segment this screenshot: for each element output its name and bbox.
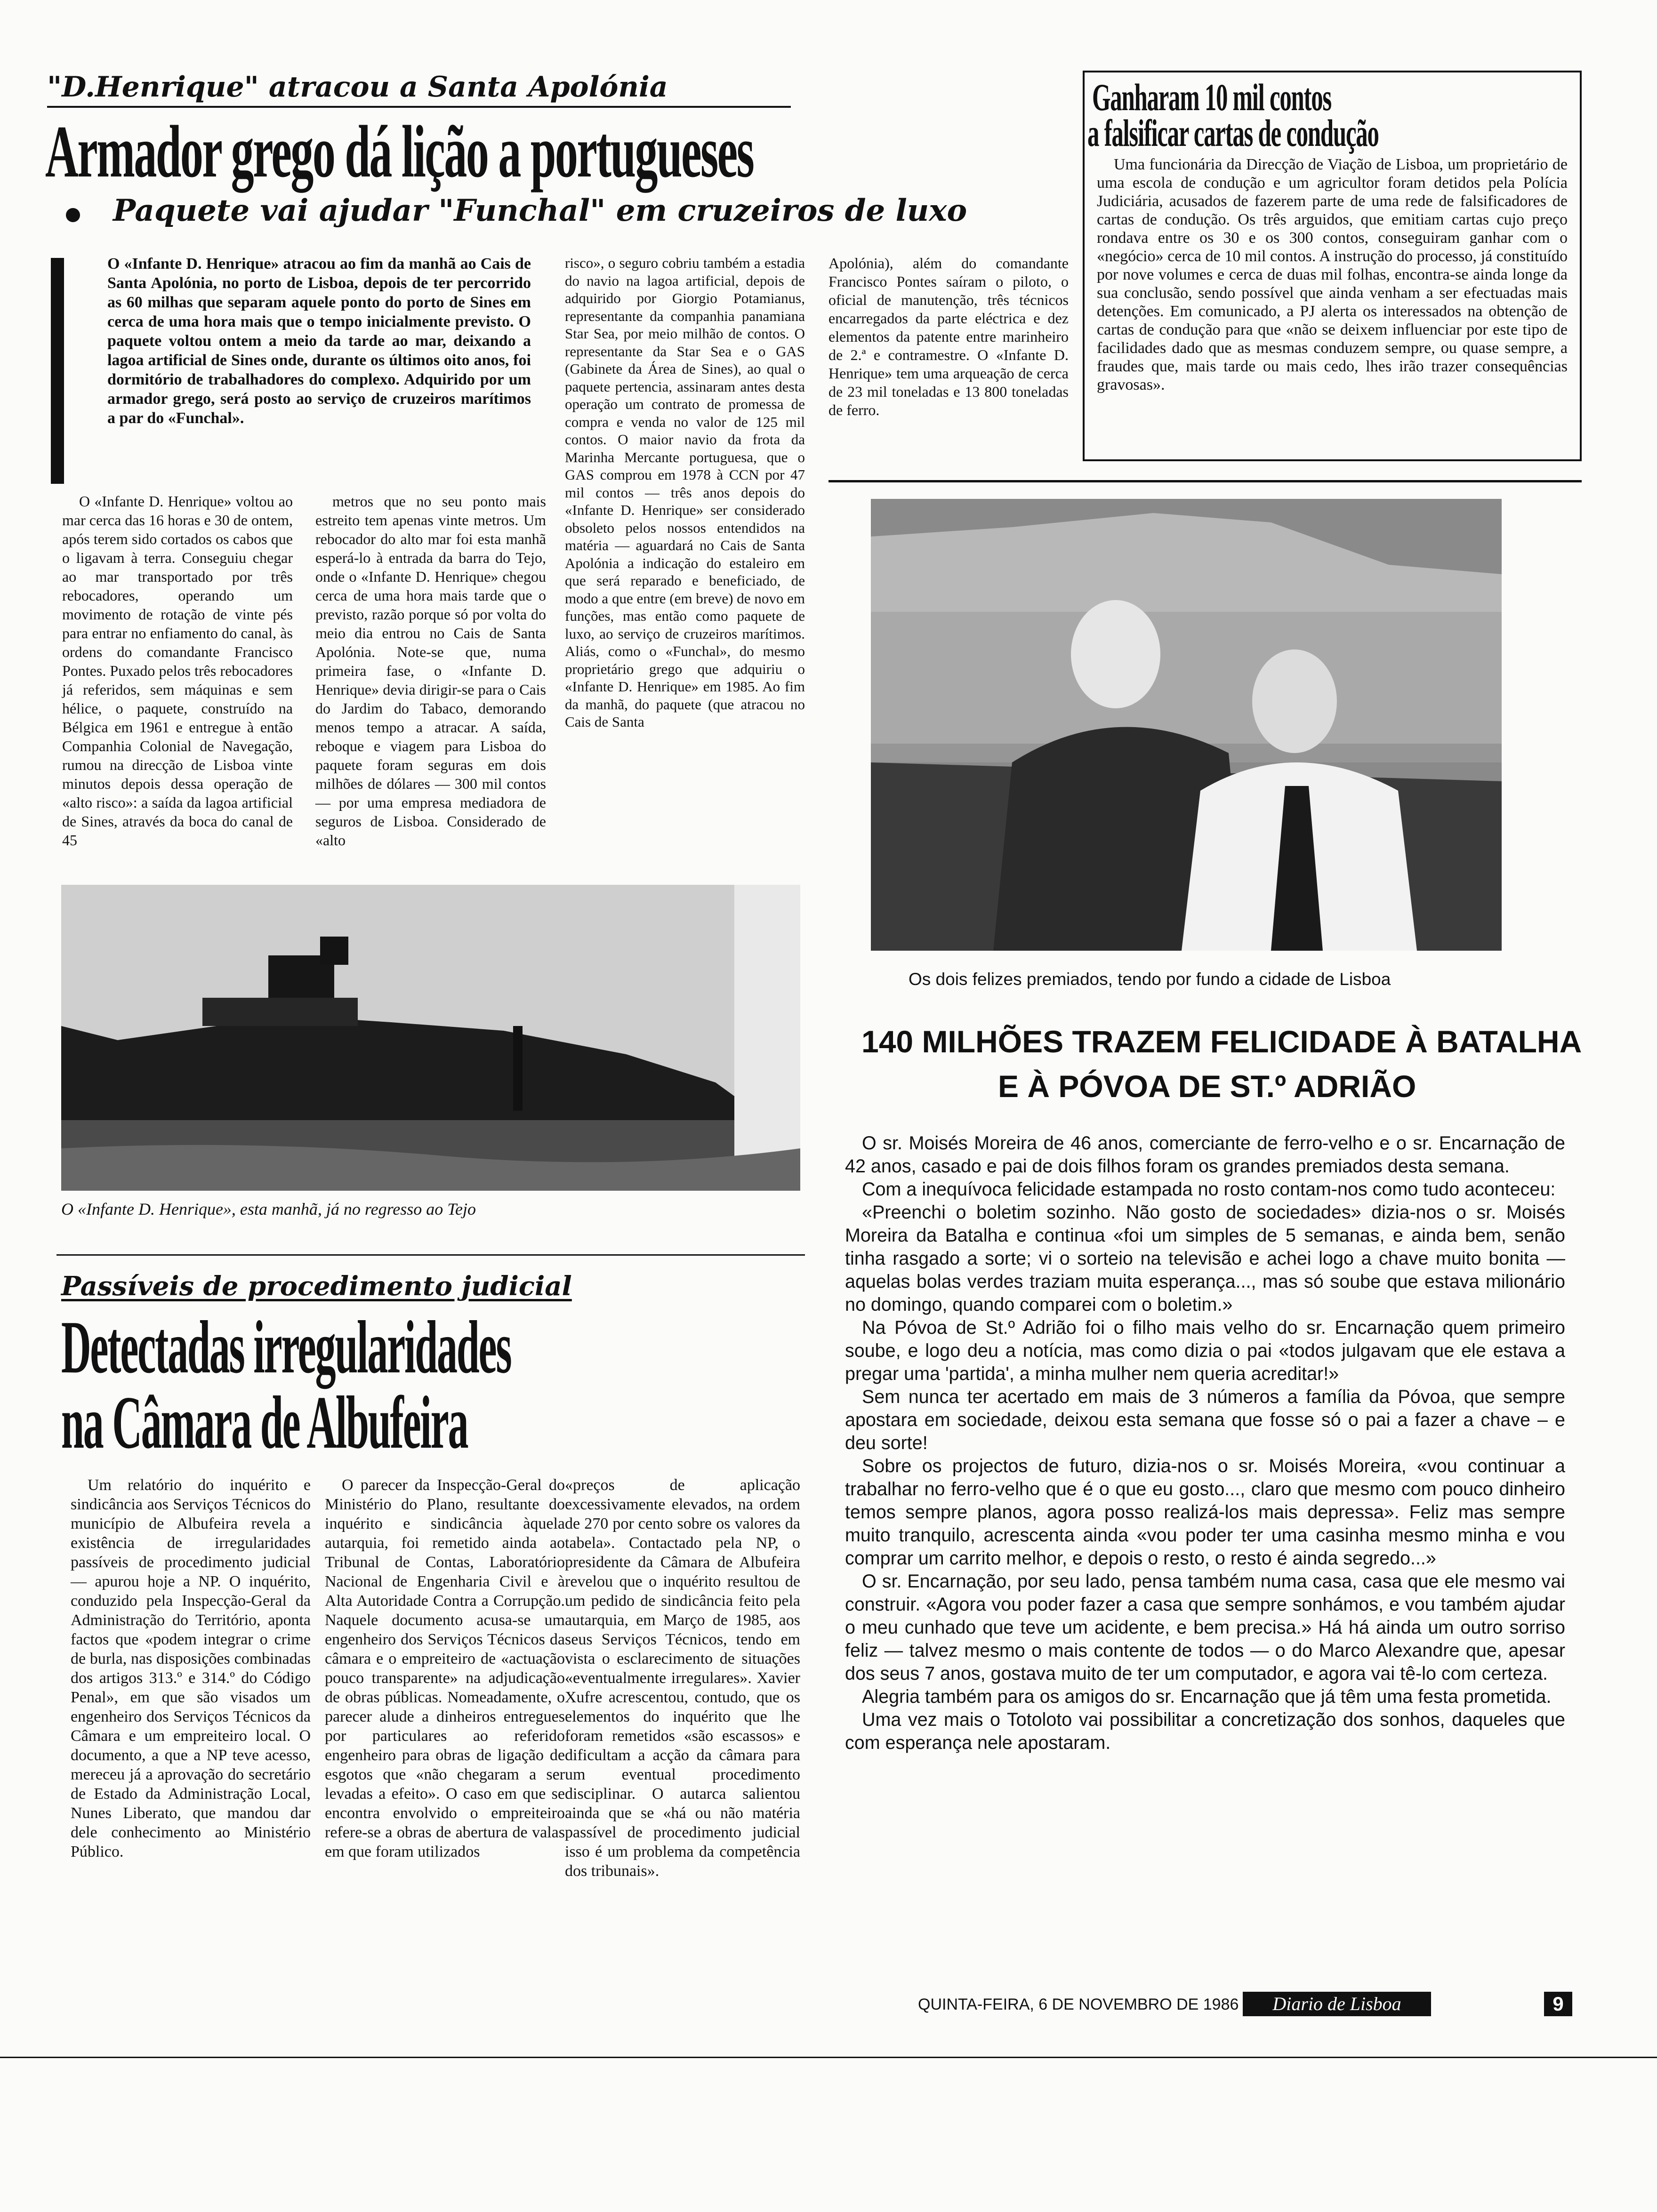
lottery-top-rule (828, 480, 1582, 482)
lottery-p7: O sr. Encarnação, por seu lado, pensa também numa casa, casa que ele mesmo vai construir. «Agora vou poder fazer a casa que sempre sonhámos, e vou também ajudar o meu cunhado que teve um acidente, e bem precisa.» Há há ainda um outro sorriso feliz — talvez mesmo o mais contente de todos — o do Marco Alexandre que, apesar dos seus 7 anos, gostava muito de ter um computador, e agora vai tê-lo com certeza. (845, 1571, 1565, 1684)
albufeira-top-rule (56, 1254, 805, 1256)
lottery-body (845, 1132, 1565, 1755)
albufeira-kicker: Passíveis de procedimento judicial (61, 1271, 572, 1302)
lottery-p6: Sobre os projectos de futuro, dizia-nos o sr. Moisés Moreira, «vou continuar a trabalhar no ferro-velho que é o que eu gosto..., claro que mesmo com pouco dinheiro temos sempre planos, agora posso realizá-los mais depressa». Feliz mas sempre muito tranquilo, acrescenta ainda «vou poder ter uma casinha mesmo minha e vou comprar um carrito melhor, e depois o resto, o resto é ainda segredo...» (845, 1456, 1565, 1569)
ship-lead (107, 254, 531, 428)
lead-bar (51, 258, 64, 484)
fraud-headline-2: a falsificar cartas de condução (1087, 112, 1379, 154)
winners-photo (871, 499, 1502, 951)
ship-photo-image (61, 885, 800, 1191)
ship-col-3-text: risco», o seguro cobriu também a estadia do navio na lagoa artificial, depois de adquirido por Giorgio Potamianus, representante da companhia panamiana Star Sea, por meio milhão de contos. O representante da Star Sea e o GAS (Gabinete da Área de Sines), ao qual o paquete pertencia, assinaram antes desta operação um contrato de promessa de compra e venda no valor de 125 mil contos. O maior navio da frota da Marinha Mercante portuguesa, que o GAS comprou em 1978 à CCN por 47 mil contos — três anos depois do «Infante D. Henrique» ser considerado obsoleto pelos nossos entendidos na matéria — aguardará no Cais de Santa Apolónia a indicação do estaleiro em que será reparado e beneficiado, de modo a que entre (em breve) de novo em funções, mas então como paquete de luxo, ao serviço de cruzeiros marítimos. Aliás, como o «Funchal», do mesmo proprietário grego que adquiriu o «Infante D. Henrique» em 1985. Ao fim da manhã, do paquete (que atracou no Cais de Santa (565, 255, 805, 730)
ship-photo-caption: O «Infante D. Henrique», esta manhã, já no regresso ao Tejo (61, 1200, 476, 1218)
lottery-p1: O sr. Moisés Moreira de 46 anos, comerciante de ferro-velho e o sr. Encarnação de 42 anos, casado e pai de dois filhos foram os grandes premiados desta semana. (845, 1133, 1565, 1177)
subhead-bullet-icon (66, 208, 80, 222)
footer-page-number (1544, 1992, 1572, 2016)
ship-col-1-text: O «Infante D. Henrique» voltou ao mar cerca das 16 horas e 30 de ontem, após terem sido cortados os cabos que o ligavam à terra. Conseguiu chegar ao mar transportado por três rebocadores, operando um movimento de rotação de vinte pés para entrar no enfiamento do canal, às ordens do comandante Francisco Pontes. Puxado pelos três rebocadores já referidos, sem máquinas e sem hélice, o paquete, construído na Bélgica em 1961 e entregue à então Companhia Colonial de Navegação, rumou na direcção de Lisboa vinte minutos depois dessa operação de «alto risco»: a saída da lagoa artificial de Sines, através da boca do canal de 45 (62, 493, 293, 849)
lottery-p3: «Preenchi o boletim sozinho. Não gosto de sociedades» dizia-nos o sr. Moisés Moreira da Batalha e continua «foi um simples de 5 semanas, e ainda bem, senão tinha rasgado a sorte; vi o sorteio na televisão e achei logo a chave muito bonita — aquelas bolas verdes traziam muita esperança..., mas só soube que estava milionário no domingo, quando comparei com o boletim.» (845, 1202, 1565, 1315)
lottery-p4: Na Póvoa de St.º Adrião foi o filho mais velho do sr. Encarnação quem primeiro soube, e logo deu a notícia, mas como dizia o pai «todos julgavam que ele estava a pregar uma 'partida', a minha mulher nem queria acreditar!» (845, 1317, 1565, 1384)
lottery-headline-1: 140 MILHÕES TRAZEM FELICIDADE À BATALHA (861, 1024, 1582, 1059)
footer-rule (0, 2057, 1657, 2058)
footer-page-number-text: 9 (1552, 1993, 1564, 2015)
albufeira-headline-2: na Câmara de Albufeira (61, 1380, 468, 1464)
ship-col-2 (315, 492, 546, 850)
lottery-p5: Sem nunca ter acertado em mais de 3 números a família da Póvoa, que sempre apostara em sociedade, deixou esta semana que fosse só o pai a fazer a chave – e deu sorte! (845, 1387, 1565, 1453)
ship-lead-text: O «Infante D. Henrique» atracou ao fim da manhã ao Cais de Santa Apolónia, no porto de Lisboa, depois de ter percorrido as 60 milhas que separam aquele ponto do porto de Sines em cerca de uma hora mais que o tempo inicialmente previsto. O paquete voltou ontem a meio da tarde ao mar, deixando a lagoa artificial de Sines onde, durante os últimos oito anos, foi dormitório de trabalhadores do complexo. Adquirido por um armador grego, será posto ao serviço de cruzeiros marítimos a par do «Funchal». (107, 255, 531, 427)
winners-photo-image (871, 499, 1502, 951)
lottery-p9: Uma vez mais o Totoloto vai possibilitar a concretização dos sonhos, daqueles que com esperança nele apostaram. (845, 1709, 1565, 1753)
albufeira-col-1 (71, 1475, 311, 1861)
ship-col-2-text: metros que no seu ponto mais estreito tem apenas vinte metros. Um rebocador do alto mar foi esta manhã esperá-lo à entrada da barra do Tejo, onde o «Infante D. Henrique» chegou cerca de uma hora mais tarde que o previsto, razão porque só por volta do meio dia entrou no Cais de Santa Apolónia. Note-se que, numa primeira fase, o «Infante D. Henrique» devia dirigir-se para o Cais do Jardim do Tabaco, demorando menos tempo a atracar. A saída, reboque e viagem para Lisboa do paquete foram seguras em dois milhões de dólares — 300 mil contos — por uma empresa mediadora de seguros de Lisboa. Considerado de «alto (315, 493, 546, 849)
albufeira-col-2 (325, 1475, 565, 1861)
albufeira-col-3 (565, 1475, 800, 1881)
footer-masthead (1243, 1992, 1431, 2016)
footer-date: QUINTA-FEIRA, 6 DE NOVEMBRO DE 1986 (918, 1996, 1239, 2013)
ship-headline: Armador grego dá lição a portugueses (45, 111, 754, 193)
ship-col-4 (828, 254, 1069, 419)
kicker-rule (47, 106, 791, 108)
winners-photo-caption: Os dois felizes premiados, tendo por fundo a cidade de Lisboa (909, 970, 1391, 989)
lottery-p2: Com a inequívoca felicidade estampada no rosto contam-nos como tudo aconteceu: (862, 1179, 1556, 1200)
footer-masthead-text: Diario de Lisboa (1272, 1993, 1401, 2014)
lottery-headline-2: E À PÓVOA DE ST.º ADRIÃO (998, 1069, 1416, 1104)
albufeira-col-2-text: O parecer da Inspecção-Geral do Ministério do Plano, resultante do inquérito e sindicância àquela autarquia, foi remetido ainda ao Tribunal de Contas, Laboratório Nacional de Engenharia Civil e à Alta Autoridade Contra a Corrupção. Naquele documento acusa-se um engenheiro dos Serviços Técnicos da câmara e o empreiteiro de «actuação pouco transparente» na adjudicação de obras públicas. Nomeadamente, o parecer alude a dinheiros entregues por particulares ao referido engenheiro para obras de ligação de esgotos que «não chegaram a ser levadas a efeito». O caso em que se encontra envolvido o empreiteiro refere-se a obras de abertura de valas em que foram utilizados (325, 1476, 565, 1860)
ship-subhead: Paquete vai ajudar "Funchal" em cruzeiros de luxo (113, 193, 967, 228)
albufeira-headline-1: Detectadas irregularidades (61, 1305, 511, 1389)
fraud-body-text: Uma funcionária da Direcção de Viação de Lisboa, um proprietário de uma escola de condução e um agricultor foram detidos pela Polícia Judiciária, acusados de fazerem parte de uma rede de falsificadores de cartas de condução. Os três arguidos, que emitiam cartas cujo preço rondava entre os 30 e os 300 contos, conseguiram ganhar com o «negócio» cerca de 10 mil contos. A instrução do processo, já constituído por nove volumes e cerca de duas mil folhas, encontra-se ainda longe da sua conclusão, sendo possível que ainda venham a ser efectuadas mais detenções. Em comunicado, a PJ alerta os interessados na obtenção de cartas de condução para que «não se deixem influenciar por este tipo de facilidades dado que as mesmas conduzem sempre, ou quase sempre, a fraudes que, mais tarde ou mais cedo, lhes irão trazer consequências gravosas». (1097, 156, 1568, 393)
ship-col-4-text: Apolónia), além do comandante Francisco Pontes saíram o piloto, o oficial de manutenção, três técnicos encarregados da parte eléctrica e dez elementos da patente entre marinheiro de 2.ª e contramestre. O «Infante D. Henrique» tem uma arqueação de cerca de 23 mil toneladas e 13 800 toneladas de ferro. (828, 255, 1069, 418)
fraud-headline-1: Ganharam 10 mil contos (1092, 76, 1331, 119)
ship-kicker: "D.Henrique" atracou a Santa Apolónia (47, 71, 668, 104)
ship-col-3 (565, 254, 805, 731)
albufeira-col-1-text: Um relatório do inquérito e sindicância aos Serviços Técnicos do município de Albufeira revela a existência de irregularidades passíveis de procedimento judicial — apurou hoje a NP. O inquérito, conduzido pela Inspecção-Geral da Administração do Território, aponta factos que «podem integrar o crime de burla, nas disposições combinadas dos artigos 313.º e 314.º do Código Penal», em que são visados um engenheiro dos Serviços Técnicos da Câmara e um empreiteiro local. O documento, a que a NP teve acesso, mereceu já a aprovação do secretário de Estado da Administração Local, Nunes Liberato, que mandou dar dele conhecimento ao Ministério Público. (71, 1476, 311, 1860)
ship-col-1 (62, 492, 293, 850)
ship-photo (61, 885, 800, 1191)
fraud-body (1097, 155, 1568, 394)
albufeira-col-3-text: «preços de aplicação excessivamente elevados, na ordem de 270 por cento sobre os valores da tabela». Contactado pela NP, o presidente da Câmara de Albufeira revelou que o inquérito resultou de um pedido de sindicância feito pela autarquia, em Março de 1985, aos seus Serviços Técnicos, tendo em vista o esclarecimento de situações «eventualmente irregulares». Xavier Xufre acrescentou, contudo, que os elementos do inquérito que lhe foram remetidos «são escassos» e dificultam a acção da câmara para um eventual procedimento disciplinar. O autarca salientou ainda que se «há ou não matéria passível de procedimento judicial isso é um problema da competência dos tribunais». (565, 1476, 800, 1880)
lottery-p8: Alegria também para os amigos do sr. Encarnação que já têm uma festa prometida. (862, 1686, 1552, 1707)
